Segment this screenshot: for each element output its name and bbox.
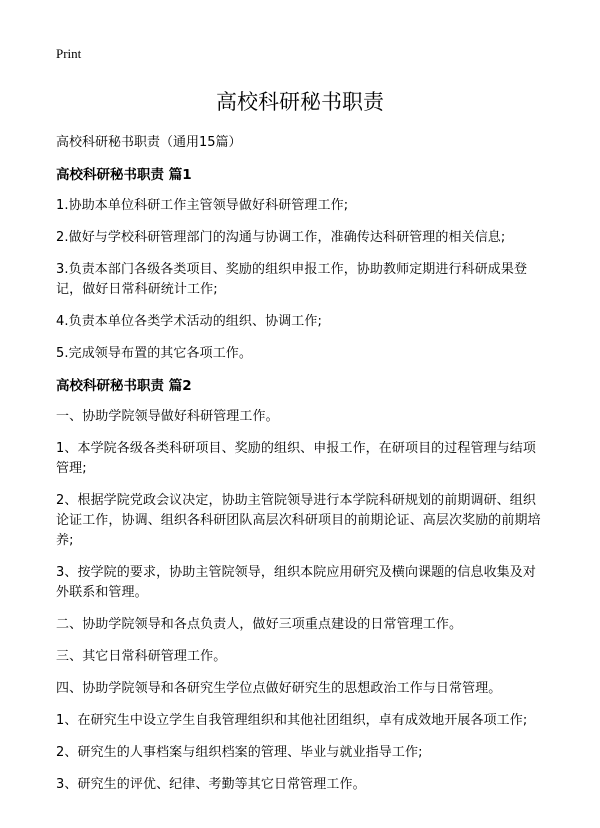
- section-heading-2: 高校科研秘书职责 篇2: [56, 378, 192, 394]
- section-heading-1: 高校科研秘书职责 篇1: [56, 167, 192, 183]
- paragraph: 4.负责本单位各类学术活动的组织、协调工作;: [56, 314, 322, 329]
- paragraph: 一、协助学院领导做好科研管理工作。: [56, 409, 279, 424]
- paragraph: 5.完成领导布置的其它各项工作。: [56, 346, 253, 361]
- paragraph: 三、其它日常科研管理工作。: [56, 649, 227, 664]
- paragraph: 1、在研究生中设立学生自我管理组织和其他社团组织，卓有成效地开展各项工作;: [56, 713, 528, 728]
- paragraph: 1.协助本单位科研工作主管领导做好科研管理工作;: [56, 198, 349, 213]
- document-subtitle: 高校科研秘书职责（通用15篇）: [56, 135, 242, 150]
- paragraph: 3、按学院的要求，协助主管院领导，组织本院应用研究及横向课题的信息收集及对外联系和管理。: [56, 565, 536, 600]
- print-label: Print: [56, 46, 82, 61]
- paragraph: 3、研究生的评优、纪律、考勤等其它日常管理工作。: [56, 777, 366, 792]
- document-title: 高校科研秘书职责: [216, 90, 384, 114]
- paragraph: 3.负责本部门各级各类项目、奖励的组织申报工作，协助教师定期进行科研成果登记，做好日常科研统计工作;: [56, 262, 528, 297]
- paragraph: 四、协助学院领导和各研究生学位点做好研究生的思想政治工作与日常管理。: [56, 681, 502, 696]
- paragraph: 2、研究生的人事档案与组织档案的管理、毕业与就业指导工作;: [56, 745, 423, 760]
- paragraph: 2、根据学院党政会议决定，协助主管院领导进行本学院科研规划的前期调研、组织论证工作，协调、组织各科研团队高层次科研项目的前期论证、高层次奖励的前期培养;: [56, 493, 541, 548]
- paragraph: 2.做好与学校科研管理部门的沟通与协调工作，准确传达科研管理的相关信息;: [56, 230, 506, 245]
- paragraph: 1、本学院各级各类科研项目、奖励的组织、申报工作，在研项目的过程管理与结项管理;: [56, 441, 536, 476]
- paragraph: 二、协助学院领导和各点负责人，做好三项重点建设的日常管理工作。: [56, 617, 463, 632]
